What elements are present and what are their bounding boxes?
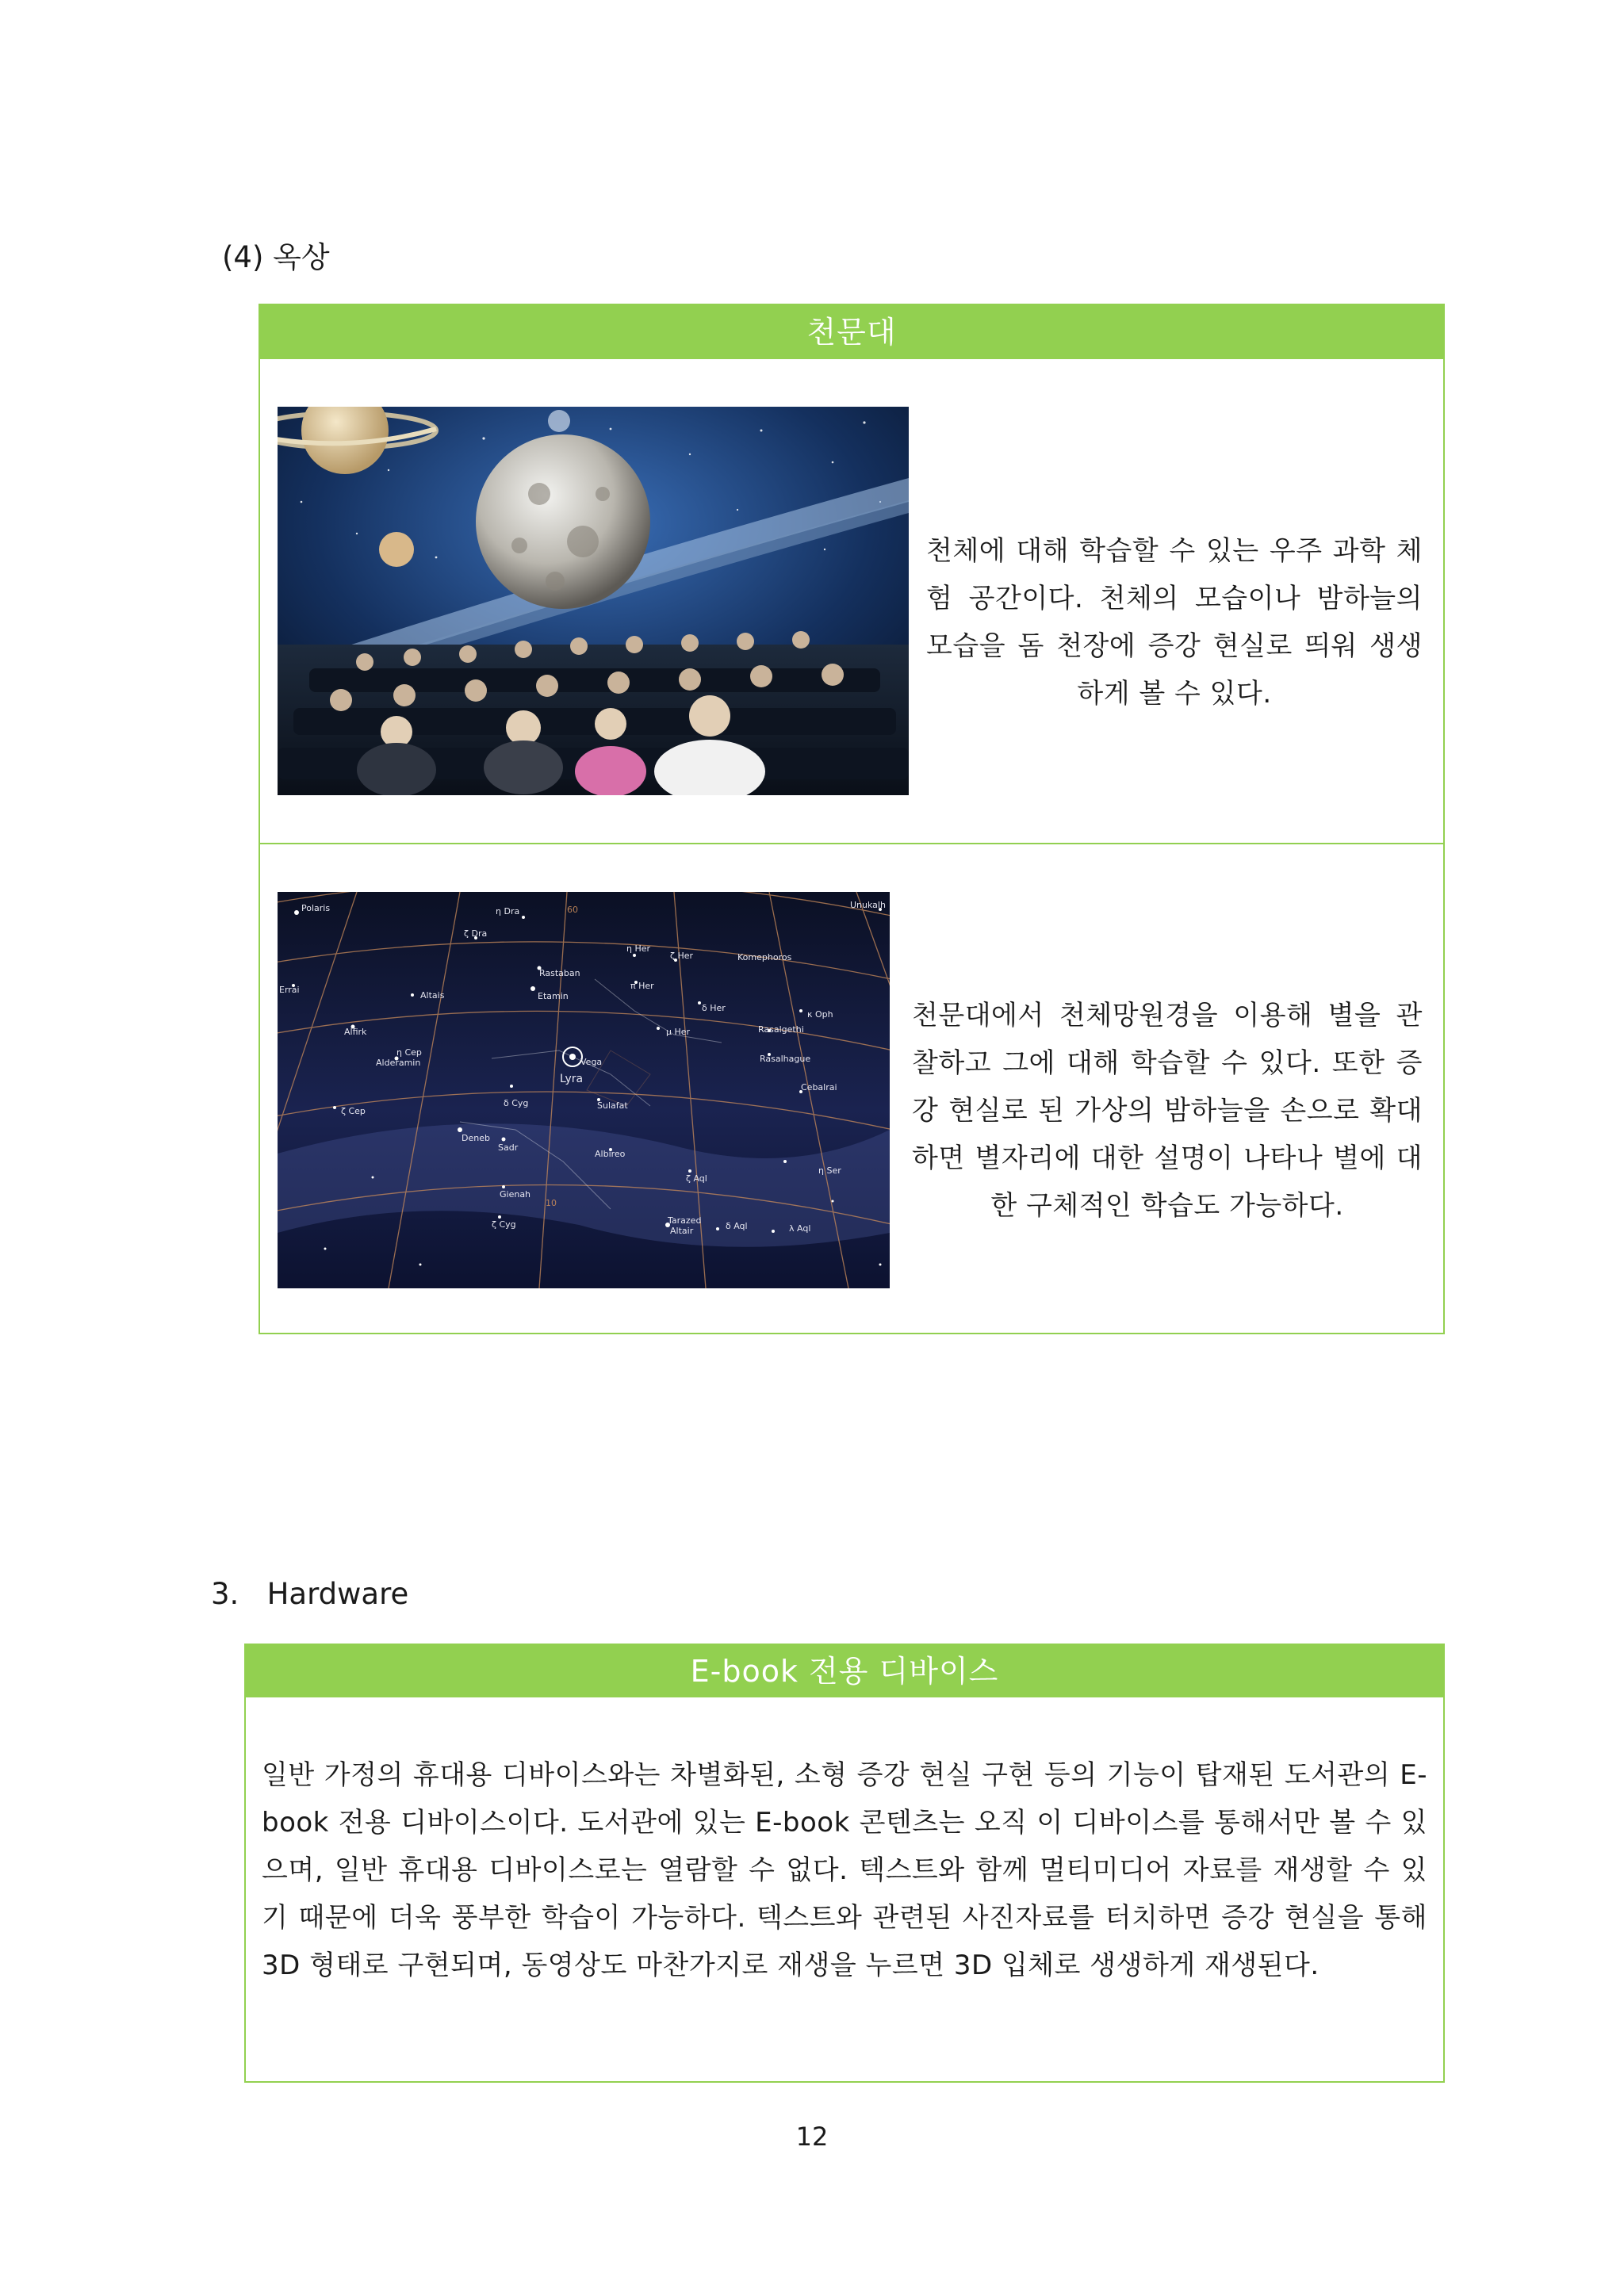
star-label: Cebalrai — [801, 1082, 837, 1093]
star-label: δ Her — [702, 1003, 726, 1013]
star-label: Unukalh — [850, 900, 886, 910]
section-heading-rooftop: (4) 옥상 — [222, 240, 330, 274]
page-number: 12 — [795, 2122, 829, 2152]
star-label: Errai — [279, 985, 300, 995]
star-label: η Her — [626, 943, 651, 954]
star-label: κ Oph — [807, 1009, 833, 1020]
star-label: η Ser — [818, 1165, 841, 1176]
star-label: μ Her — [666, 1027, 691, 1037]
star-label: Polaris — [301, 903, 331, 913]
star-label: Sadr — [498, 1142, 519, 1153]
section-heading-hardware: 3. Hardware — [211, 1577, 409, 1611]
star-label: Rastaban — [539, 968, 580, 978]
star-label: Etamin — [538, 991, 569, 1001]
star-label: ζ Cep — [341, 1106, 366, 1116]
star-label: η Cep — [396, 1047, 422, 1058]
star-label: λ Aql — [789, 1223, 811, 1234]
planetarium-photo — [278, 407, 909, 795]
star-label: Altais — [420, 990, 445, 1001]
star-label: Altair — [670, 1226, 694, 1236]
row-divider — [260, 843, 1443, 844]
observatory-box — [259, 304, 1445, 1334]
observatory-title: 천문대 — [260, 305, 1443, 359]
star-label: Tarazed — [668, 1215, 702, 1226]
star-label: Deneb — [462, 1133, 490, 1143]
star-label: Lyra — [560, 1073, 584, 1085]
observatory-desc-2: 천문대에서 천체망원경을 이용해 별을 관찰하고 그에 대해 학습할 수 있다. 또한 증강 현실로 된 가상의 밤하늘을 손으로 확대하면 별자리에 대한 설명이 나타나 별에 대한 구체적인 학습도 가능하다. — [912, 1000, 1423, 1222]
star-map-image — [278, 892, 890, 1288]
star-label: ζ Her — [670, 951, 694, 961]
star-label: Rasalgethi — [758, 1024, 804, 1035]
star-label: Komephoros — [737, 952, 792, 962]
star-label: ζ Aql — [686, 1173, 707, 1184]
observatory-desc-1: 천체에 대해 학습할 수 있는 우주 과학 체험 공간이다. 천체의 모습이나 밤하늘의 모습을 돔 천장에 증강 현실로 띄워 생생하게 볼 수 있다. — [926, 535, 1423, 710]
grid-label: 60 — [567, 905, 578, 915]
star-label: π Her — [630, 981, 654, 991]
star-label: η Dra — [496, 906, 520, 916]
star-label: Alderamin — [376, 1058, 421, 1068]
star-label: Albireo — [595, 1149, 626, 1159]
grid-label: 10 — [546, 1198, 557, 1208]
ebook-title: E-book 전용 디바이스 — [246, 1645, 1443, 1697]
star-label: ζ Cyg — [492, 1219, 516, 1230]
star-label: Alfirk — [344, 1027, 367, 1037]
star-label: Gienah — [500, 1189, 531, 1200]
star-label: ζ Dra — [464, 928, 488, 939]
star-label: δ Aql — [726, 1221, 748, 1231]
star-label: Vega — [580, 1057, 603, 1067]
star-label: Rasalhague — [760, 1054, 811, 1064]
ebook-description: 일반 가정의 휴대용 디바이스와는 차별화된, 소형 증강 현실 구현 등의 기능이 탑재된 도서관의 E-book 전용 디바이스이다. 도서관에 있는 E-book 콘텐츠는 오직 이 디바이스를 통해서만 볼 수 있으며, 일반 휴대용 디바이스로는 열람할 수 없다. 텍스트와 함께 멀티미디어 자료를 재생할 수 있기 때문에 더욱 풍부한 학습이 가능하다. 텍스트와 관련된 사진자료를 터치하면 증강 현실을 통해 3D 형태로 구현되며, 동영상도 마찬가지로 재생을 누르면 3D 입체로 생생하게 재생된다. — [262, 1759, 1427, 1981]
star-label: Sulafat — [597, 1100, 628, 1111]
star-label: δ Cyg — [504, 1098, 529, 1108]
ebook-box — [244, 1644, 1445, 2083]
